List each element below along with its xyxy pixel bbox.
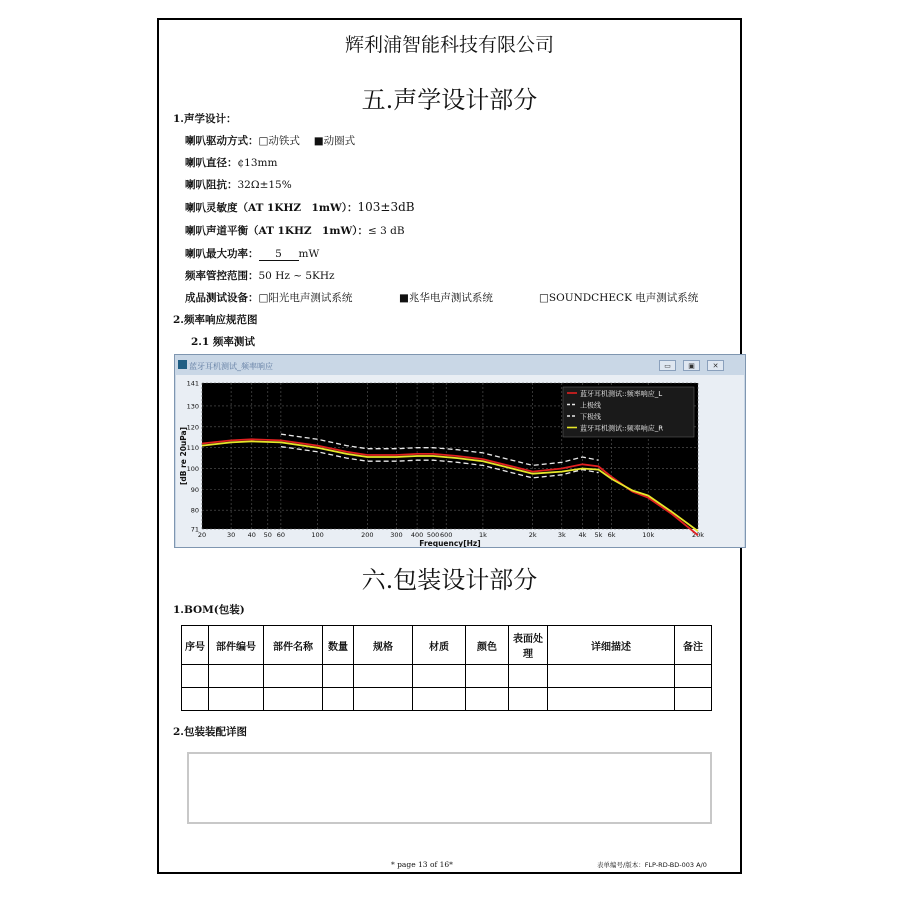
x-tick-label: 6k: [607, 531, 616, 539]
maximize-button[interactable]: ▣: [683, 360, 700, 371]
bom-cell: [354, 688, 413, 711]
spec-label: 喇叭灵敏度（AT 1KHZ 1mW）：: [185, 202, 358, 214]
x-tick-label: 30: [226, 531, 236, 539]
close-button[interactable]: ✕: [707, 360, 724, 371]
y-tick-label: 80: [190, 506, 199, 515]
option-zhaohua: ■兆华电声测试系统: [399, 292, 493, 304]
bom-header-row: [182, 626, 712, 665]
x-tick-label: 4k: [578, 531, 587, 539]
y-tick-label: 141: [186, 379, 199, 388]
bom-cell: [548, 688, 675, 711]
x-tick-label: 50: [263, 531, 272, 539]
minimize-button[interactable]: ▭: [659, 360, 676, 371]
section-title-packaging: 六.包装设计部分: [361, 566, 538, 594]
bom-header-cell: 材质: [413, 626, 466, 665]
bom-cell: [354, 665, 413, 688]
y-tick-label: 130: [186, 402, 199, 411]
x-tick-label: 20: [197, 531, 207, 539]
spec-value: 50 Hz ~ 5KHz: [258, 270, 335, 282]
x-tick-label: 2k: [528, 531, 537, 539]
heading-packaging-assembly: 2.包装装配详图: [173, 726, 247, 738]
spec-value: ≤ 3 dB: [368, 225, 405, 237]
bom-cell: [264, 688, 323, 711]
frequency-response-chart: [176, 375, 744, 547]
x-tick-label: 600: [440, 531, 453, 539]
bom-cell: [548, 665, 675, 688]
option-yangguang: □阳光电声测试系统: [258, 292, 353, 304]
bom-cell: [323, 665, 354, 688]
bom-cell: [509, 665, 548, 688]
bom-header-cell: 序号: [182, 626, 209, 665]
bom-cell: [466, 688, 509, 711]
spec-line-driver: [185, 133, 355, 148]
bom-cell: [413, 688, 466, 711]
spec-label: 频率管控范围：: [185, 270, 259, 282]
app-icon: [178, 360, 187, 369]
x-tick-label: 300: [390, 531, 403, 539]
spec-value: 32Ω±15%: [237, 179, 292, 191]
spec-unit: mW: [298, 248, 320, 260]
bom-cell: [509, 688, 548, 711]
document-page: [157, 18, 742, 874]
bom-table: [181, 625, 712, 711]
bom-header-cell: 部件名称: [264, 626, 323, 665]
bom-cell: [209, 665, 264, 688]
bom-header-cell: 数量: [323, 626, 354, 665]
bom-cell: [209, 688, 264, 711]
spec-label: 喇叭直径：: [185, 157, 238, 169]
spec-line-impedance: [185, 177, 292, 192]
heading-acoustic-design: 1.声学设计：: [173, 113, 237, 125]
chart-window-title: 蓝牙耳机测试_频率响应: [189, 362, 273, 371]
x-tick-label: 20k: [691, 531, 705, 539]
bom-cell: [466, 665, 509, 688]
x-axis-label: Frequency[Hz]: [419, 539, 481, 547]
spec-label: 喇叭声道平衡（AT 1KHZ 1mW）：: [185, 225, 369, 237]
legend-entry: 蓝牙耳机测试::频率响应_L: [580, 390, 663, 398]
chart-window: [174, 354, 746, 548]
form-number: 表单编号/版本：FLP-RD-BD-003 A/0: [597, 861, 707, 869]
spec-line-channel-balance: [185, 223, 405, 238]
bom-cell: [182, 665, 209, 688]
heading-bom: 1.BOM(包装): [173, 604, 245, 616]
option-soundcheck: □SOUNDCHECK 电声测试系统: [539, 292, 699, 304]
bom-cell: [182, 688, 209, 711]
spec-value: ¢13mm: [237, 157, 278, 169]
legend-entry: 上极线: [580, 401, 601, 410]
bom-header-cell: 表面处理: [509, 626, 548, 665]
bom-cell: [675, 688, 712, 711]
bom-cell: [413, 665, 466, 688]
y-axis-label: [dB re 20uPa]: [179, 426, 188, 486]
x-tick-label: 60: [276, 531, 286, 539]
company-name: 辉利浦智能科技有限公司: [344, 34, 554, 56]
bom-header-cell: 颜色: [466, 626, 509, 665]
y-tick-label: 110: [186, 444, 199, 453]
chart-area: [176, 375, 744, 547]
table-row: [182, 665, 712, 688]
spec-label: 喇叭阻抗：: [185, 179, 238, 191]
spec-label: 成品测试设备：: [185, 292, 259, 304]
bom-header-cell: 部件编号: [209, 626, 264, 665]
spec-line-test-equipment: [185, 290, 352, 305]
x-tick-label: 3k: [557, 531, 566, 539]
y-tick-label: 100: [186, 465, 199, 474]
x-tick-label: 100: [311, 531, 324, 539]
x-tick-label: 400: [410, 531, 424, 539]
spec-value-underlined: 5: [259, 248, 299, 261]
spec-line-max-power: [185, 246, 319, 261]
heading-frequency-response: 2.频率响应规范图: [173, 314, 258, 326]
legend-entry: 下极线: [580, 413, 601, 421]
bom-cell: [675, 665, 712, 688]
spec-line-diameter: [185, 155, 277, 170]
spec-value: 103±3dB: [357, 200, 415, 214]
x-tick-label: 1k: [478, 531, 487, 539]
x-tick-label: 40: [247, 531, 256, 539]
y-tick-label: 90: [190, 485, 199, 494]
legend-entry: 蓝牙耳机测试::频率响应_R: [580, 424, 664, 433]
y-tick-label: 120: [186, 423, 199, 432]
bom-header-cell: 详细描述: [548, 626, 675, 665]
x-tick-label: 10k: [642, 531, 655, 539]
page-number: * page 13 of 16*: [391, 860, 453, 869]
x-tick-label: 200: [361, 531, 374, 539]
x-tick-label: 5k: [594, 531, 603, 539]
bom-cell: [264, 665, 323, 688]
x-tick-label: 500: [426, 531, 440, 539]
table-row: [182, 688, 712, 711]
spec-label: 喇叭最大功率：: [185, 248, 259, 260]
heading-frequency-test: 2.1 频率测试: [191, 336, 255, 348]
y-tick-label: 71: [190, 525, 199, 534]
bom-header-cell: 备注: [675, 626, 712, 665]
spec-value: □动铁式 ■动圈式: [258, 135, 356, 147]
packaging-drawing-placeholder: [187, 752, 712, 824]
spec-line-frequency-range: [185, 268, 335, 283]
spec-label: 喇叭驱动方式：: [185, 135, 259, 147]
spec-line-sensitivity: [185, 200, 415, 215]
bom-cell: [323, 688, 354, 711]
bom-header-cell: 规格: [354, 626, 413, 665]
section-title-acoustic: 五.声学设计部分: [361, 86, 538, 114]
